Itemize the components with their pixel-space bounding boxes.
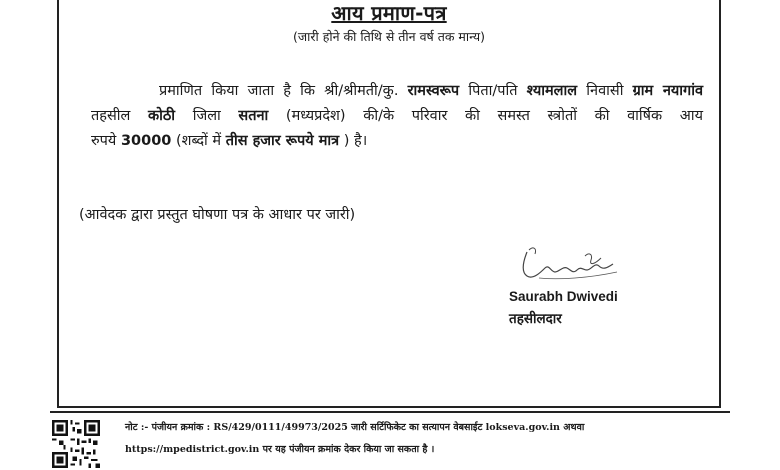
words-prefix: (शब्दों में (176, 133, 222, 149)
relation-label: पिता/पति (468, 83, 518, 99)
intro-text: प्रमाणित किया जाता है कि श्री/श्रीमती/कु. (159, 83, 399, 99)
certificate-frame (57, 0, 721, 408)
certificate-title: आय प्रमाण-पत्र (331, 1, 447, 25)
applicant-name: रामस्वरूप (407, 83, 460, 99)
tehsil-label: तहसील (91, 108, 131, 124)
rupees-label: रुपये (91, 133, 117, 149)
village-name: ग्राम नयागांव (632, 83, 704, 99)
words-suffix: ) है। (343, 133, 368, 149)
signatory-name: Saurabh Dwivedi (509, 289, 618, 304)
validity-subtitle: (जारी होने की तिथि से तीन वर्ष तक मान्य) (293, 29, 485, 44)
amount-in-words: तीस हजार रूपये मात्र (225, 133, 340, 149)
signature-image (519, 242, 619, 286)
certificate-body-line-2 (91, 104, 703, 129)
father-name: श्यामलाल (526, 83, 578, 99)
certificate-body-line-3 (91, 129, 703, 154)
qr-code-icon (52, 420, 100, 468)
district-name: सतना (238, 108, 269, 124)
state-name: (मध्यप्रदेश) (285, 108, 346, 124)
signatory-designation: तहसीलदार (509, 311, 562, 327)
income-amount: 30000 (120, 133, 172, 149)
income-text: की/के परिवार की समस्त स्त्रोतों की वार्षिक आय (363, 108, 704, 124)
tehsil-name: कोठी (147, 108, 176, 124)
certificate-body-line-1 (91, 79, 703, 104)
district-label: जिला (192, 108, 221, 124)
footer-divider (50, 411, 730, 413)
footer-note-line-2: https://mpedistrict.gov.in पर यह पंजीयन क्रमांक देकर किया जा सकता है । (125, 444, 435, 455)
declaration-note: (आवेदक द्वारा प्रस्तुत घोषणा पत्र के आधार पर जारी) (79, 207, 356, 223)
cropped-footer-text (125, 463, 645, 470)
resident-label: निवासी (586, 83, 624, 99)
footer-note-line-1: नोट :- पंजीयन क्रमांक : RS/429/0111/49973/2025 जारी सर्टिफिकेट का सत्यापन वेबसाईट lokseva.gov.in अथवा (125, 422, 585, 433)
